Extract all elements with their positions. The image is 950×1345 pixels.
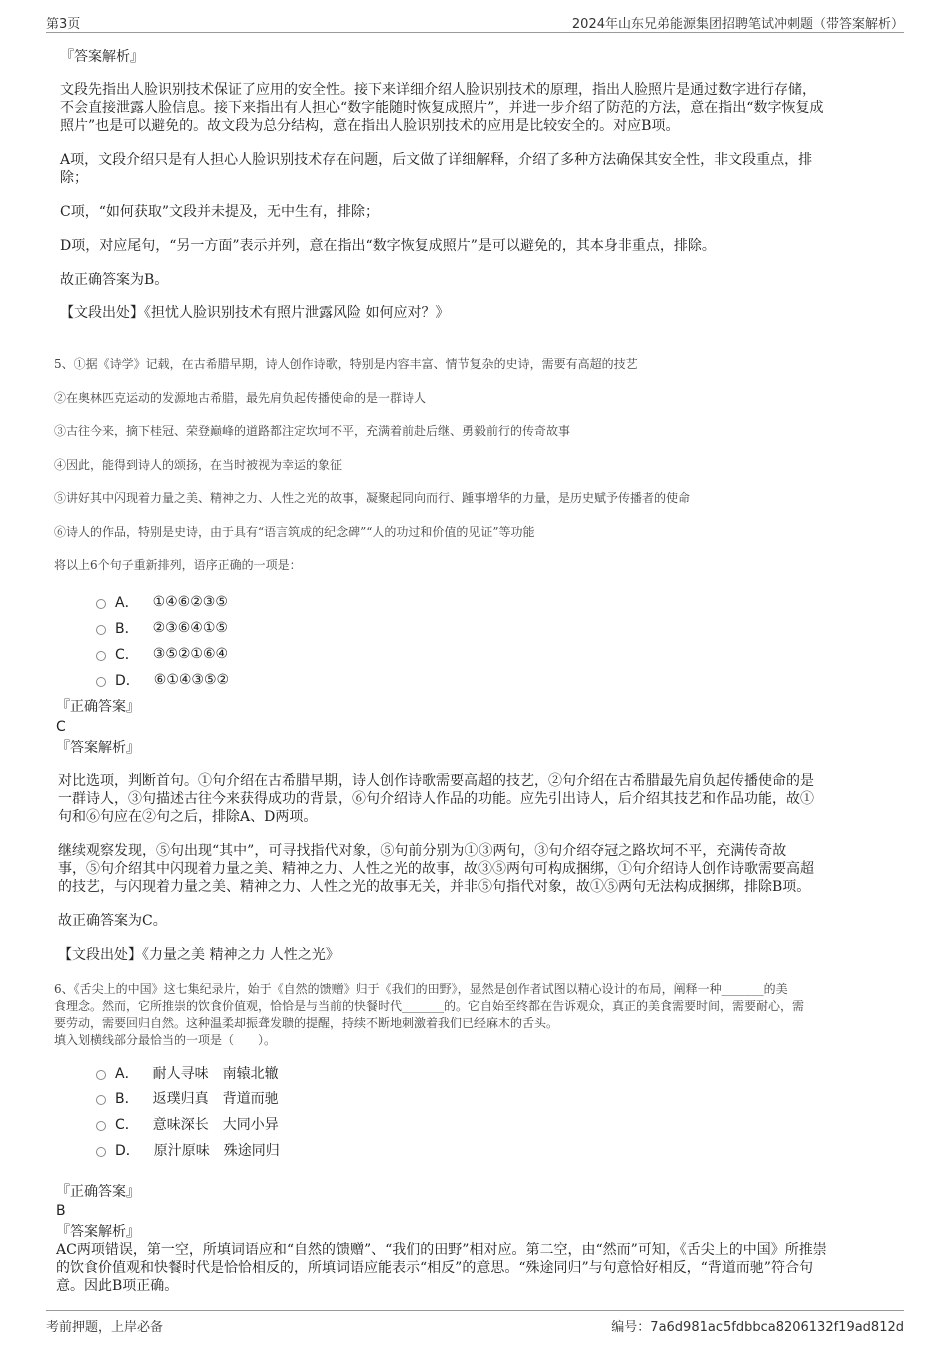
q6-option-c[interactable] [96,1115,279,1133]
q4-source: 【文段出处】《担忧人脸识别技术有照片泄露风险 如何应对？》 [60,305,450,321]
option-letter: D． [115,1143,140,1159]
option-text: 意味深长 大同小异 [152,1117,279,1133]
option-letter: B． [115,621,139,637]
option-letter: A． [115,595,139,611]
option-text: 耐人寻味 南辕北辙 [152,1066,279,1082]
text-line: A项，文段介绍只是有人担心人脸识别技术存在问题，后文做了详细解释，介绍了多种方法确保其安全性，非文段重点，排 [60,152,813,168]
text-line: 不会直接泄露人脸信息。接下来指出有人担心“数字能随时恢复成照片”，并进一步介绍了防范的方法，意在指出“数字恢复成 [60,100,824,116]
text-line: 的饮食价值观和快餐时代是恰恰相反的，所填词语应能表示“相反”的意思。“殊途同归”与句意恰好相反，“背道而驰”符合句 [56,1260,813,1276]
q6-prompt: 填入划横线部分最恰当的一项是（ ）。 [54,1033,277,1047]
q5-sentence-2: ②在奥林匹克运动的发源地古希腊，最先肩负起传播使命的是一群诗人 [54,391,427,405]
option-letter: A． [115,1066,139,1082]
text-line: 句和⑥句应在②句之后，排除A、D两项。 [58,809,318,825]
option-text: ③⑤②①⑥④ [152,646,229,662]
document-id-code: 7a6d981ac5fdbbca8206132f19ad812d [650,1320,904,1335]
text-line: 照片”也是可以避免的。故文段为总分结构，意在指出人脸识别技术的应用是比较安全的。对应B项。 [60,118,680,134]
q5-answer-label: 『正确答案』 [56,699,140,715]
text-line: 一群诗人，③句描述古往今来获得成功的背景，⑥句介绍诗人作品的功能。应先引出诗人，后介绍其技艺和作品功能，故① [58,791,814,807]
radio-button[interactable] [96,1121,106,1131]
q6-stem [54,981,804,1049]
q5-option-c[interactable] [96,645,228,663]
q4-analysis-p4: D项，对应尾句，“另一方面”表示并列，意在指出“数字恢复成照片”是可以避免的，其本身非重点，排除。 [60,238,716,254]
analysis-label: 『答案解析』 [60,49,144,65]
text-line: 文段先指出人脸识别技术保证了应用的安全性。接下来详细介绍人脸识别技术的原理，指出人脸照片是通过数字进行存储， [60,82,816,98]
q5-analysis-p2 [58,842,814,896]
q6-analysis [56,1241,827,1295]
option-letter: C． [115,647,139,663]
radio-button[interactable] [96,651,106,661]
q5-option-b[interactable] [96,619,228,637]
document-title: 2024年山东兄弟能源集团招聘笔试冲刺题（带答案解析） [571,17,904,32]
q4-analysis-p1 [60,81,823,135]
text-line: 意。因此B项正确。 [56,1278,179,1294]
radio-button[interactable] [96,599,106,609]
q6-option-d[interactable] [96,1141,280,1159]
text-line: 事，⑤句介绍其中闪现着力量之美、精神之力、人性之光的故事，故③⑤两句可构成捆绑，①句介绍诗人创作诗歌需要高超 [58,861,814,877]
q5-option-a[interactable] [96,593,228,611]
q5-answer: C [56,719,66,735]
page-footer [46,1310,904,1335]
radio-button[interactable] [96,1095,106,1105]
radio-button[interactable] [96,625,106,635]
option-text: ⑥①④③⑤② [153,672,230,688]
document-id-label: 编号： [611,1320,651,1335]
q5-sentence-5: ⑤讲好其中闪现着力量之美、精神之力、人性之光的故事，凝聚起同向而行、踵事增华的力量，是历史赋予传播者的使命 [54,491,691,505]
q5-sentence-6: ⑥诗人的作品，特别是史诗，由于具有“语言筑成的纪念碑”“人的功过和价值的见证”等功能 [54,525,535,539]
q5-sentence-1: 5、①据《诗学》记载，在古希腊早期，诗人创作诗歌，特别是内容丰富、情节复杂的史诗，需要有高超的技艺 [54,357,638,371]
text-line: 除； [60,170,88,186]
q5-analysis-p1 [58,772,814,826]
q4-analysis-p3: C项，“如何获取”文段并未提及，无中生有，排除； [60,204,380,220]
text-line: AC两项错误，第一空，所填词语应和“自然的馈赠”、“我们的田野”相对应。第二空，由“然而”可知，《舌尖上的中国》所推崇 [56,1242,827,1258]
q6-answer-label: 『正确答案』 [56,1184,140,1200]
option-text: ②③⑥④①⑤ [152,620,228,636]
q5-option-d[interactable] [96,671,229,689]
option-letter: C． [115,1117,139,1133]
radio-button[interactable] [96,677,106,687]
q6-answer: B [56,1203,66,1219]
q5-prompt: 将以上6个句子重新排列，语序正确的一项是： [54,558,302,572]
text-line: 的技艺，与闪现着力量之美、精神之力、人性之光的故事无关，并非⑤句指代对象，故①⑤两句无法构成捆绑，排除B项。 [58,879,811,895]
q6-option-b[interactable] [96,1089,279,1107]
q6-option-a[interactable] [96,1064,279,1082]
text-line: 6、《舌尖上的中国》这七集纪录片，始于《自然的馈赠》归于《我们的田野》，显然是创作者试图以精心设计的布局，阐释一种_______的美 [54,982,788,996]
option-text: ①④⑥②③⑤ [152,594,228,610]
page-number: 第3页 [46,17,81,32]
page-header [46,12,904,33]
option-text: 返璞归真 背道而驰 [152,1091,279,1107]
q6-analysis-label: 『答案解析』 [56,1224,140,1240]
radio-button[interactable] [96,1147,106,1157]
footer-slogan: 考前押题，上岸必备 [46,1320,164,1335]
q5-conclusion: 故正确答案为C。 [58,913,167,929]
q5-sentence-4: ④因此，能得到诗人的颂扬，在当时被视为幸运的象征 [54,458,343,472]
option-letter: B． [115,1091,139,1107]
option-letter: D． [115,673,140,689]
q5-analysis-label: 『答案解析』 [56,740,140,756]
document-id [611,1316,904,1335]
text-line: 要劳动，需要回归自然。这种温柔却振聋发聩的提醒，持续不断地刺激着我们已经麻木的舌头。 [54,1016,559,1030]
q4-conclusion: 故正确答案为B。 [60,272,169,288]
option-text: 原汁原味 殊途同归 [153,1143,280,1159]
q5-sentence-3: ③古往今来，摘下桂冠、荣登巅峰的道路都注定坎坷不平，充满着前赴后继、勇毅前行的传奇故事 [54,424,571,438]
text-line: 继续观察发现，⑤句出现“其中”，可寻找指代对象，⑤句前分别为①③两句，③句介绍夺冠之路坎坷不平，充满传奇故 [58,843,787,859]
text-line: 对比选项，判断首句。①句介绍在古希腊早期，诗人创作诗歌需要高超的技艺，②句介绍在古希腊最先肩负起传播使命的是 [58,773,814,789]
q4-analysis-p2 [60,151,812,187]
q5-source: 【文段出处】《力量之美 精神之力 人性之光》 [58,947,340,963]
text-line: 食理念。然而，它所推崇的饮食价值观，恰恰是与当前的快餐时代_______的。它自始至终都在告诉观众，真正的美食需要时间，需要耐心，需 [54,999,805,1013]
radio-button[interactable] [96,1070,106,1080]
